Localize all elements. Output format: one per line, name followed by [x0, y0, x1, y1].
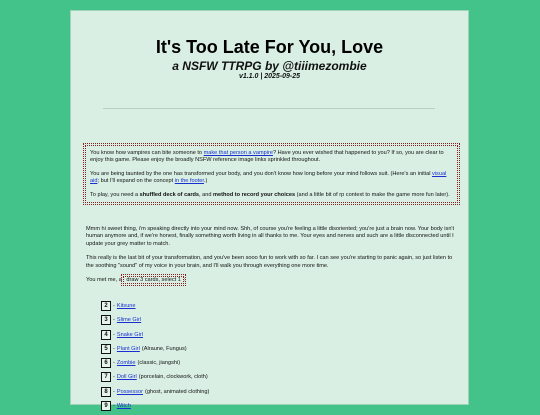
list-item: [101, 330, 209, 340]
card-number: 5: [101, 344, 111, 354]
deck-requirement: shuffled deck of cards: [139, 191, 200, 198]
card-number: 6: [101, 358, 111, 368]
intro-box: [85, 145, 458, 203]
intro-paragraph-2: [90, 171, 453, 186]
card-link-witch[interactable]: Witch: [116, 403, 131, 410]
card-link-zombie[interactable]: Zombie: [116, 360, 136, 367]
story-text: :: [183, 277, 186, 284]
list-item: [101, 315, 209, 325]
separator: -: [113, 303, 115, 309]
separator: -: [113, 345, 115, 352]
intro-text: , and: [199, 191, 214, 198]
intro-text: .): [203, 178, 208, 185]
intro-text: (and a little bit of rp context to make the game more fun later).: [295, 191, 450, 198]
separator: -: [113, 331, 115, 338]
story-body: [86, 226, 458, 291]
intro-text: You are being taunted by the one has transformed your body, and you don't know how long before your mind follows suit. (Here's an initial: [90, 170, 433, 177]
card-note: (classic, jiangshi): [137, 360, 181, 367]
card-number: 9: [101, 401, 111, 411]
intro-paragraph-1: [90, 150, 453, 165]
version-label: v1.1.0 | 2025-09-25: [238, 73, 301, 80]
card-note: (ghost, animated clothing): [145, 388, 210, 395]
vampire-link[interactable]: make that person a vampire: [203, 150, 273, 156]
record-requirement: method to record your choices: [213, 191, 296, 198]
card-number: 2: [101, 301, 111, 311]
story-paragraph-1: Mmm hi sweet thing, i'm speaking directly into your mind now. Shh, of course you're feeling a little disoriented; you're just a brain now. Your body isn't human anymore and, if we're honest, finally something worth living in all thanks to me. Your eyes and nerves and such are a little disconnected until I update your grey matter to match.: [86, 226, 455, 247]
list-item: [101, 387, 209, 397]
separator: -: [113, 388, 115, 395]
draw-instruction-box: draw 3 cards, select 1: [123, 276, 183, 284]
separator: -: [113, 403, 115, 410]
page-subtitle: a NSFW TTRPG by @tiiimezombie: [172, 59, 367, 73]
card-number: 3: [101, 315, 111, 325]
intro-text: ? Have you ever wished that happened to you? If so, you are clear to enjoy this game. Please enjoy the broadly NSFW reference image links sprinkled throughout.: [90, 150, 444, 164]
card-number: 7: [101, 372, 111, 382]
footer-link[interactable]: in the footer: [174, 178, 204, 185]
page-container: [70, 10, 469, 410]
page-title: It's Too Late For You, Love: [155, 37, 384, 57]
story-paragraph-2: This really is the last bit of your transformation, and you've been sooo fun to work with so far. I can see you're starting to panic again, so just listen to the soothing "sound" of my voice in your brain, and I'll walk you through everything one more time.: [86, 255, 453, 269]
card-note: (porcelain, clockwork, cloth): [138, 374, 208, 381]
intro-text: You know how vampires can bite someone to: [90, 150, 204, 156]
intro-text: To play, you need a: [90, 191, 140, 198]
card-link-slime-girl[interactable]: Slime Girl: [116, 317, 142, 324]
list-item: [101, 344, 209, 354]
intro-paragraph-3: [90, 192, 453, 199]
separator: -: [113, 360, 115, 367]
story-paragraph-3: [86, 277, 458, 284]
visual-aid-link[interactable]: visual aid: [90, 170, 447, 185]
list-item: [101, 301, 209, 311]
card-number: 4: [101, 330, 111, 340]
card-link-doll-girl[interactable]: Doll Girl: [116, 374, 137, 381]
card-link-kitsune[interactable]: Kitsune: [116, 303, 136, 309]
list-item: [101, 358, 209, 368]
card-number: 8: [101, 387, 111, 397]
separator: -: [113, 374, 115, 381]
card-note: (Alraune, Fungus): [141, 345, 187, 352]
divider: [103, 108, 435, 109]
intro-text: ; but I'll expand on the concept: [97, 178, 175, 185]
story-text: You met me, a: [86, 277, 124, 284]
card-link-snake-girl[interactable]: Snake Girl: [116, 331, 143, 338]
card-link-possessor[interactable]: Possessor: [116, 388, 143, 395]
card-list: [101, 301, 209, 415]
list-item: [101, 372, 209, 382]
separator: -: [113, 317, 115, 324]
card-link-plant-girl[interactable]: Plant Girl: [116, 345, 140, 352]
list-item: [101, 401, 209, 411]
